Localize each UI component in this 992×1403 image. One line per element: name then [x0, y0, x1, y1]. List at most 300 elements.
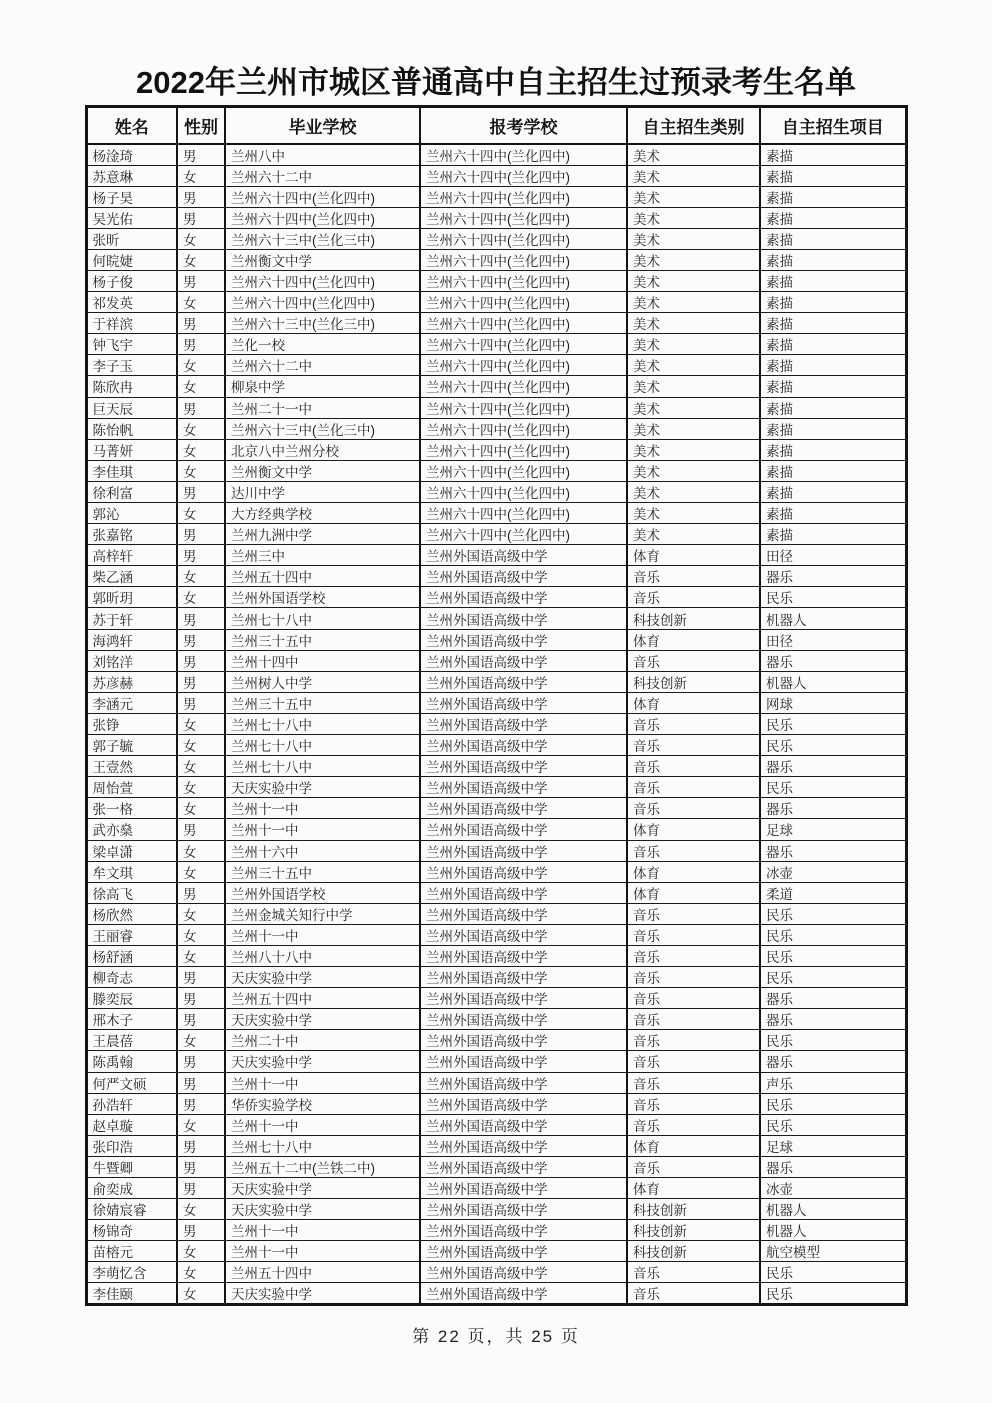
table-cell: 女	[177, 503, 225, 524]
table-cell: 兰州六十三中(兰化三中)	[225, 228, 420, 249]
table-cell: 女	[177, 1030, 225, 1051]
table-row	[86, 988, 906, 1009]
table-cell: 民乐	[760, 967, 906, 988]
table-row	[86, 777, 906, 798]
table-row	[86, 798, 906, 819]
table-cell: 兰州二十一中	[225, 397, 420, 418]
table-cell: 美术	[627, 355, 760, 376]
table-cell: 李子玉	[86, 355, 177, 376]
table-row	[86, 1178, 906, 1199]
table-cell: 兰州六十四中(兰化四中)	[420, 292, 627, 313]
table-row	[86, 545, 906, 566]
table-cell: 机器人	[760, 671, 906, 692]
table-cell: 男	[177, 967, 225, 988]
table-cell: 音乐	[627, 1114, 760, 1135]
table-cell: 男	[177, 524, 225, 545]
table-row	[86, 334, 906, 355]
table-cell: 兰州外国语高级中学	[420, 1030, 627, 1051]
table-row	[86, 882, 906, 903]
table-row	[86, 587, 906, 608]
table-cell: 美术	[627, 481, 760, 502]
table-cell: 女	[177, 165, 225, 186]
table-cell: 兰州六十四中(兰化四中)	[225, 207, 420, 228]
table-cell: 音乐	[627, 1072, 760, 1093]
table-cell: 素描	[760, 270, 906, 291]
table-cell: 足球	[760, 1135, 906, 1156]
table-cell: 兰州六十四中(兰化四中)	[420, 334, 627, 355]
table-cell: 男	[177, 270, 225, 291]
table-cell: 兰州外国语高级中学	[420, 713, 627, 734]
table-cell: 机器人	[760, 1199, 906, 1220]
table-row	[86, 249, 906, 270]
table-cell: 兰州六十四中(兰化四中)	[420, 144, 627, 166]
table-cell: 素描	[760, 418, 906, 439]
table-cell: 女	[177, 292, 225, 313]
table-row	[86, 945, 906, 966]
table-cell: 民乐	[760, 777, 906, 798]
table-cell: 素描	[760, 207, 906, 228]
table-cell: 兰州外国语高级中学	[420, 1114, 627, 1135]
table-cell: 女	[177, 587, 225, 608]
table-cell: 体育	[627, 882, 760, 903]
table-cell: 杨锦奇	[86, 1220, 177, 1241]
table-cell: 男	[177, 1009, 225, 1030]
table-cell: 民乐	[760, 713, 906, 734]
table-cell: 柔道	[760, 882, 906, 903]
table-cell: 兰州外国语高级中学	[420, 924, 627, 945]
table-cell: 女	[177, 713, 225, 734]
table-cell: 男	[177, 1178, 225, 1199]
table-cell: 男	[177, 629, 225, 650]
table-cell: 于祥滨	[86, 313, 177, 334]
table-cell: 器乐	[760, 1156, 906, 1177]
table-cell: 兰州八十八中	[225, 945, 420, 966]
table-cell: 兰州外国语高级中学	[420, 671, 627, 692]
table-cell: 兰州十一中	[225, 924, 420, 945]
table-cell: 兰州十一中	[225, 798, 420, 819]
table-cell: 音乐	[627, 587, 760, 608]
table-cell: 兰州树人中学	[225, 671, 420, 692]
table-row	[86, 313, 906, 334]
table-cell: 音乐	[627, 1262, 760, 1283]
table-cell: 男	[177, 692, 225, 713]
table-cell: 民乐	[760, 587, 906, 608]
table-cell: 男	[177, 1156, 225, 1177]
table-cell: 王晨蓓	[86, 1030, 177, 1051]
table-cell: 兰州六十四中(兰化四中)	[420, 397, 627, 418]
table-cell: 男	[177, 207, 225, 228]
table-cell: 声乐	[760, 1072, 906, 1093]
table-cell: 兰州外国语高级中学	[420, 1283, 627, 1305]
table-cell: 陈怡帆	[86, 418, 177, 439]
table-cell: 兰州六十四中(兰化四中)	[420, 313, 627, 334]
table-cell: 音乐	[627, 924, 760, 945]
table-row	[86, 1009, 906, 1030]
table-cell: 兰州十四中	[225, 650, 420, 671]
table-cell: 兰州外国语高级中学	[420, 840, 627, 861]
table-cell: 兰州七十八中	[225, 713, 420, 734]
table-cell: 冰壶	[760, 1178, 906, 1199]
table-cell: 素描	[760, 186, 906, 207]
table-cell: 美术	[627, 144, 760, 166]
table-cell: 张昕	[86, 228, 177, 249]
table-cell: 体育	[627, 692, 760, 713]
table-cell: 兰州三中	[225, 545, 420, 566]
table-cell: 兰州五十四中	[225, 988, 420, 1009]
table-row	[86, 608, 906, 629]
table-cell: 体育	[627, 819, 760, 840]
table-cell: 男	[177, 650, 225, 671]
table-cell: 兰州十一中	[225, 819, 420, 840]
table-cell: 兰州外国语高级中学	[420, 566, 627, 587]
table-cell: 兰州六十四中(兰化四中)	[420, 439, 627, 460]
table-cell: 科技创新	[627, 671, 760, 692]
table-cell: 兰州十一中	[225, 1114, 420, 1135]
table-cell: 美术	[627, 376, 760, 397]
table-row	[86, 1093, 906, 1114]
table-cell: 赵卓璇	[86, 1114, 177, 1135]
table-cell: 兰州六十四中(兰化四中)	[420, 355, 627, 376]
table-cell: 兰州外国语高级中学	[420, 882, 627, 903]
table-cell: 素描	[760, 165, 906, 186]
table-cell: 高梓轩	[86, 545, 177, 566]
table-cell: 兰州外国语高级中学	[420, 967, 627, 988]
table-cell: 男	[177, 313, 225, 334]
table-cell: 素描	[760, 524, 906, 545]
column-header-enrollment-category: 自主招生类别	[627, 107, 760, 144]
table-cell: 素描	[760, 313, 906, 334]
table-cell: 郭昕玥	[86, 587, 177, 608]
table-cell: 兰州六十四中(兰化四中)	[420, 376, 627, 397]
table-row	[86, 439, 906, 460]
table-cell: 女	[177, 1114, 225, 1135]
table-cell: 滕奕辰	[86, 988, 177, 1009]
table-cell: 民乐	[760, 735, 906, 756]
table-cell: 天庆实验中学	[225, 1199, 420, 1220]
table-cell: 美术	[627, 460, 760, 481]
table-cell: 女	[177, 756, 225, 777]
table-cell: 李佳琪	[86, 460, 177, 481]
table-cell: 兰州外国语高级中学	[420, 1009, 627, 1030]
table-cell: 男	[177, 334, 225, 355]
table-cell: 男	[177, 988, 225, 1009]
table-row	[86, 713, 906, 734]
table-row	[86, 228, 906, 249]
table-cell: 体育	[627, 1178, 760, 1199]
table-cell: 吴光佑	[86, 207, 177, 228]
table-row	[86, 735, 906, 756]
table-row	[86, 481, 906, 502]
table-cell: 兰州外国语高级中学	[420, 1220, 627, 1241]
table-cell: 民乐	[760, 1093, 906, 1114]
table-cell: 兰州六十三中(兰化三中)	[225, 418, 420, 439]
table-cell: 天庆实验中学	[225, 967, 420, 988]
table-cell: 天庆实验中学	[225, 1051, 420, 1072]
table-cell: 女	[177, 460, 225, 481]
table-cell: 美术	[627, 313, 760, 334]
table-row	[86, 503, 906, 524]
table-cell: 素描	[760, 144, 906, 166]
table-cell: 杨舒涵	[86, 945, 177, 966]
table-cell: 兰州六十四中(兰化四中)	[420, 481, 627, 502]
table-cell: 民乐	[760, 924, 906, 945]
table-cell: 美术	[627, 165, 760, 186]
table-cell: 兰州外国语学校	[225, 587, 420, 608]
table-cell: 器乐	[760, 756, 906, 777]
table-cell: 张嘉铭	[86, 524, 177, 545]
table-cell: 徐高飞	[86, 882, 177, 903]
table-cell: 美术	[627, 524, 760, 545]
table-cell: 女	[177, 355, 225, 376]
table-cell: 音乐	[627, 798, 760, 819]
table-cell: 素描	[760, 355, 906, 376]
table-cell: 女	[177, 903, 225, 924]
table-cell: 兰州六十二中	[225, 355, 420, 376]
table-cell: 陈欣冉	[86, 376, 177, 397]
table-cell: 苗榕元	[86, 1241, 177, 1262]
table-cell: 兰州六十四中(兰化四中)	[225, 186, 420, 207]
table-cell: 兰州十六中	[225, 840, 420, 861]
table-cell: 美术	[627, 418, 760, 439]
table-row	[86, 566, 906, 587]
table-cell: 航空模型	[760, 1241, 906, 1262]
table-cell: 音乐	[627, 1030, 760, 1051]
table-cell: 女	[177, 777, 225, 798]
table-cell: 祁发英	[86, 292, 177, 313]
table-cell: 牟文琪	[86, 861, 177, 882]
table-cell: 俞奕成	[86, 1178, 177, 1199]
table-cell: 兰州五十四中	[225, 1262, 420, 1283]
table-cell: 杨子俊	[86, 270, 177, 291]
table-cell: 李佳颐	[86, 1283, 177, 1305]
table-cell: 兰州六十四中(兰化四中)	[225, 292, 420, 313]
table-cell: 科技创新	[627, 1241, 760, 1262]
table-cell: 女	[177, 798, 225, 819]
table-row	[86, 355, 906, 376]
table-cell: 田径	[760, 629, 906, 650]
table-row	[86, 292, 906, 313]
table-row	[86, 1262, 906, 1283]
table-row	[86, 1241, 906, 1262]
table-cell: 兰州外国语高级中学	[420, 1262, 627, 1283]
table-cell: 器乐	[760, 650, 906, 671]
table-cell: 科技创新	[627, 1220, 760, 1241]
table-cell: 兰州外国语高级中学	[420, 1093, 627, 1114]
table-row	[86, 650, 906, 671]
table-row	[86, 397, 906, 418]
table-cell: 冰壶	[760, 861, 906, 882]
table-cell: 兰州三十五中	[225, 629, 420, 650]
table-cell: 音乐	[627, 566, 760, 587]
table-cell: 女	[177, 418, 225, 439]
table-row	[86, 460, 906, 481]
table-cell: 兰州九洲中学	[225, 524, 420, 545]
table-cell: 美术	[627, 292, 760, 313]
table-cell: 杨欣然	[86, 903, 177, 924]
table-cell: 牛暨卿	[86, 1156, 177, 1177]
table-cell: 华侨实验学校	[225, 1093, 420, 1114]
table-cell: 兰州六十四中(兰化四中)	[420, 524, 627, 545]
table-row	[86, 903, 906, 924]
table-cell: 兰州六十四中(兰化四中)	[420, 503, 627, 524]
table-cell: 音乐	[627, 903, 760, 924]
table-cell: 民乐	[760, 903, 906, 924]
table-cell: 美术	[627, 270, 760, 291]
table-cell: 兰州外国语高级中学	[420, 608, 627, 629]
table-cell: 男	[177, 819, 225, 840]
table-cell: 张铮	[86, 713, 177, 734]
table-cell: 兰州三十五中	[225, 861, 420, 882]
table-cell: 男	[177, 1220, 225, 1241]
table-cell: 女	[177, 1199, 225, 1220]
table-cell: 达川中学	[225, 481, 420, 502]
table-cell: 女	[177, 376, 225, 397]
table-cell: 音乐	[627, 840, 760, 861]
table-cell: 兰州外国语高级中学	[420, 1072, 627, 1093]
column-header-enrollment-project: 自主招生项目	[760, 107, 906, 144]
table-cell: 兰州外国语高级中学	[420, 861, 627, 882]
table-cell: 王壹然	[86, 756, 177, 777]
table-cell: 男	[177, 608, 225, 629]
table-cell: 天庆实验中学	[225, 777, 420, 798]
table-cell: 体育	[627, 545, 760, 566]
table-cell: 钟飞宇	[86, 334, 177, 355]
table-row	[86, 671, 906, 692]
table-cell: 素描	[760, 334, 906, 355]
table-cell: 邢木子	[86, 1009, 177, 1030]
table-cell: 兰州十一中	[225, 1072, 420, 1093]
table-cell: 梁卓潇	[86, 840, 177, 861]
table-cell: 兰州外国语高级中学	[420, 798, 627, 819]
table-cell: 巨天辰	[86, 397, 177, 418]
table-row	[86, 207, 906, 228]
column-header-graduation-school: 毕业学校	[225, 107, 420, 144]
table-cell: 音乐	[627, 650, 760, 671]
table-cell: 兰州外国语高级中学	[420, 545, 627, 566]
table-cell: 杨子昊	[86, 186, 177, 207]
table-cell: 兰州外国语高级中学	[420, 945, 627, 966]
table-cell: 男	[177, 397, 225, 418]
table-cell: 女	[177, 924, 225, 945]
table-cell: 美术	[627, 503, 760, 524]
column-header-gender: 性别	[177, 107, 225, 144]
table-row	[86, 861, 906, 882]
table-cell: 兰化一校	[225, 334, 420, 355]
table-cell: 兰州外国语高级中学	[420, 777, 627, 798]
table-cell: 何严文硕	[86, 1072, 177, 1093]
table-cell: 兰州七十八中	[225, 608, 420, 629]
table-cell: 兰州外国语高级中学	[420, 756, 627, 777]
table-cell: 科技创新	[627, 1199, 760, 1220]
table-row	[86, 967, 906, 988]
table-cell: 女	[177, 566, 225, 587]
table-row	[86, 376, 906, 397]
table-cell: 音乐	[627, 1283, 760, 1305]
table-cell: 民乐	[760, 1283, 906, 1305]
table-cell: 苏意琳	[86, 165, 177, 186]
table-cell: 器乐	[760, 1009, 906, 1030]
table-cell: 民乐	[760, 1114, 906, 1135]
table-cell: 张印浩	[86, 1135, 177, 1156]
table-cell: 素描	[760, 397, 906, 418]
table-cell: 徐利富	[86, 481, 177, 502]
table-cell: 兰州外国语高级中学	[420, 1135, 627, 1156]
table-row	[86, 524, 906, 545]
student-roster-table	[85, 105, 908, 1306]
table-cell: 兰州金城关知行中学	[225, 903, 420, 924]
table-cell: 兰州五十四中	[225, 566, 420, 587]
table-cell: 音乐	[627, 713, 760, 734]
table-cell: 武亦燊	[86, 819, 177, 840]
table-cell: 兰州三十五中	[225, 692, 420, 713]
table-cell: 机器人	[760, 608, 906, 629]
table-cell: 女	[177, 228, 225, 249]
table-cell: 体育	[627, 861, 760, 882]
table-row	[86, 629, 906, 650]
table-cell: 李萌忆含	[86, 1262, 177, 1283]
table-cell: 男	[177, 186, 225, 207]
table-row	[86, 1156, 906, 1177]
table-cell: 李涵元	[86, 692, 177, 713]
table-cell: 兰州外国语高级中学	[420, 1178, 627, 1199]
table-cell: 男	[177, 545, 225, 566]
table-row	[86, 819, 906, 840]
table-cell: 苏于轩	[86, 608, 177, 629]
table-cell: 兰州八中	[225, 144, 420, 166]
table-cell: 兰州六十二中	[225, 165, 420, 186]
table-cell: 兰州六十四中(兰化四中)	[420, 249, 627, 270]
table-cell: 素描	[760, 503, 906, 524]
table-row	[86, 692, 906, 713]
table-cell: 科技创新	[627, 608, 760, 629]
table-cell: 男	[177, 1072, 225, 1093]
table-cell: 美术	[627, 397, 760, 418]
table-cell: 男	[177, 1135, 225, 1156]
table-cell: 兰州六十四中(兰化四中)	[420, 207, 627, 228]
table-cell: 柴乙涵	[86, 566, 177, 587]
table-cell: 音乐	[627, 777, 760, 798]
student-table-body	[86, 144, 906, 1305]
table-cell: 女	[177, 735, 225, 756]
table-cell: 兰州六十四中(兰化四中)	[225, 270, 420, 291]
table-cell: 郭子毓	[86, 735, 177, 756]
table-cell: 兰州衡文中学	[225, 460, 420, 481]
table-cell: 兰州五十二中(兰铁二中)	[225, 1156, 420, 1177]
table-cell: 兰州外国语高级中学	[420, 735, 627, 756]
table-cell: 田径	[760, 545, 906, 566]
table-cell: 男	[177, 481, 225, 502]
page-title: 2022年兰州市城区普通高中自主招生过预录考生名单	[136, 65, 856, 100]
table-cell: 民乐	[760, 1262, 906, 1283]
table-cell: 北京八中兰州分校	[225, 439, 420, 460]
column-header-name: 姓名	[86, 107, 177, 144]
table-cell: 音乐	[627, 1156, 760, 1177]
table-cell: 海鸿轩	[86, 629, 177, 650]
table-cell: 兰州外国语高级中学	[420, 629, 627, 650]
table-row	[86, 756, 906, 777]
table-cell: 音乐	[627, 1051, 760, 1072]
table-cell: 兰州外国语高级中学	[420, 1199, 627, 1220]
table-row	[86, 1051, 906, 1072]
table-cell: 器乐	[760, 798, 906, 819]
table-cell: 素描	[760, 228, 906, 249]
table-cell: 兰州七十八中	[225, 735, 420, 756]
table-cell: 兰州七十八中	[225, 756, 420, 777]
table-cell: 兰州十一中	[225, 1241, 420, 1262]
table-cell: 素描	[760, 481, 906, 502]
column-header-applied-school: 报考学校	[420, 107, 627, 144]
table-cell: 大方经典学校	[225, 503, 420, 524]
